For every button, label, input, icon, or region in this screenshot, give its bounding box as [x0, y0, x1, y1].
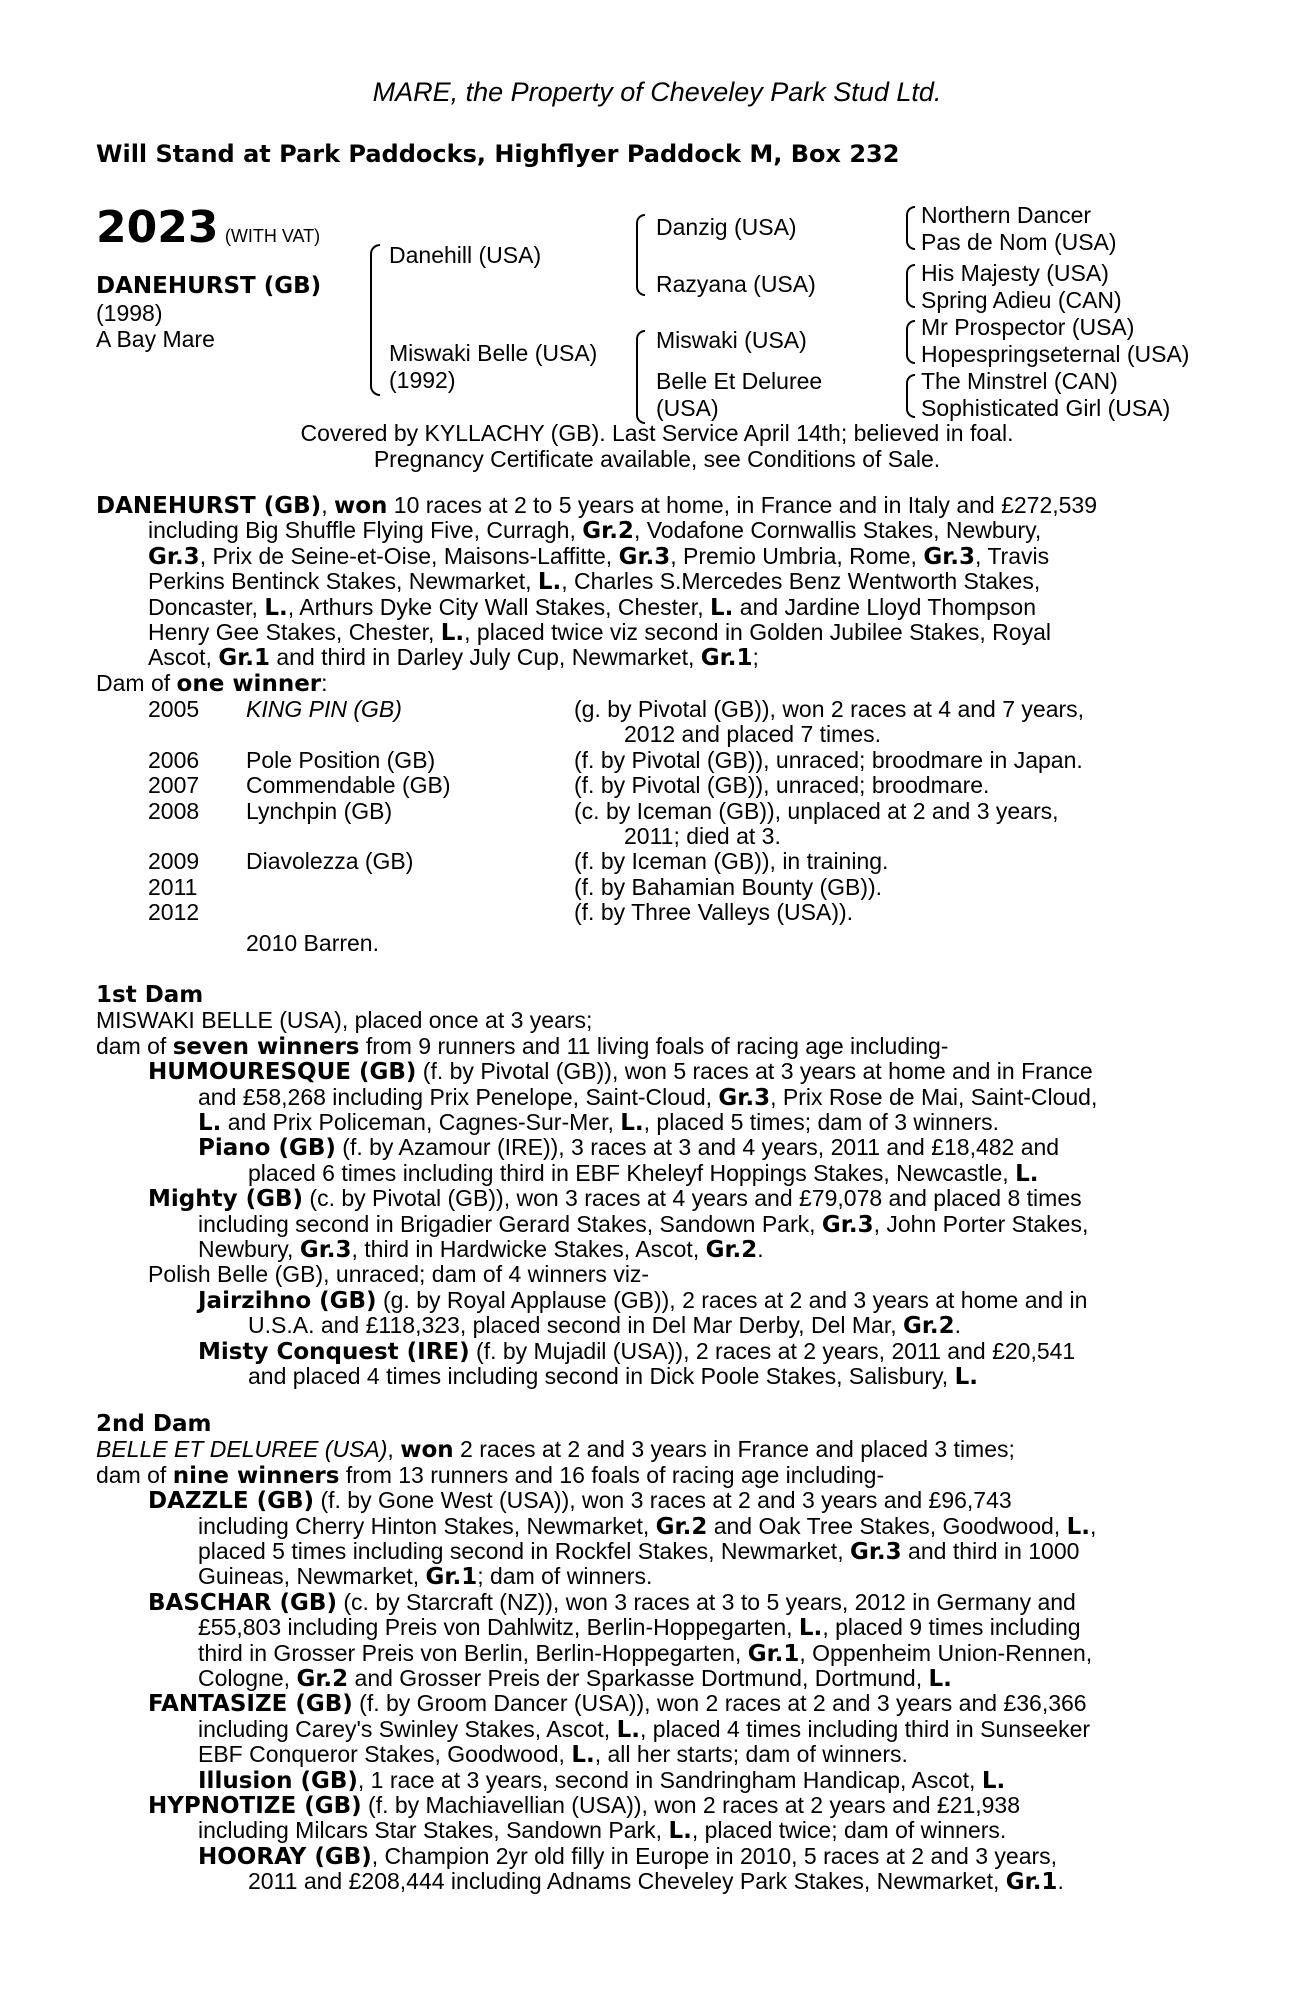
produce-entry-cont: including Carey's Swinley Stakes, Ascot, L., placed 4 times including third in Sunseeker	[198, 1715, 1091, 1743]
dam-summary-line: dam of nine winners from 13 runners and 16 foals of racing age including-	[96, 1461, 885, 1489]
produce-entry-cont: placed 5 times including second in Rockfel Stakes, Newmarket, Gr.3 and third in 1000	[198, 1538, 1080, 1565]
pedigree-sire: Danehill (USA)	[389, 242, 542, 268]
produce-entry-cont: third in Grosser Preis von Berlin, Berlin-Hoppegarten, Gr.1, Oppenheim Union-Rennen,	[198, 1639, 1093, 1667]
sale-year: 2023	[96, 202, 219, 253]
pedigree-ddd: Sophisticated Girl (USA)	[921, 395, 1171, 421]
dam-of-summary: Dam of one winner:	[96, 669, 328, 697]
produce-name: Commendable (GB)	[246, 772, 451, 799]
pedigree-sss: Northern Dancer	[921, 202, 1092, 228]
produce-entry: HOORAY (GB), Champion 2yr old filly in Europe in 2010, 5 races at 2 and 3 years,	[198, 1842, 1058, 1870]
produce-detail: (f. by Pivotal (GB)), unraced; broodmare in Japan.	[574, 746, 1083, 773]
racing-line: DANEHURST (GB), won 10 races at 2 to 5 years at home, in France and in Italy and £272,539	[96, 492, 1098, 519]
dam-summary-line: BELLE ET DELUREE (USA), won 2 races at 2 and 3 years in France and placed 3 times;	[96, 1436, 1015, 1464]
pedigree-brace-ds	[906, 320, 915, 364]
pedigree-dsd: Hopespringseternal (USA)	[921, 341, 1190, 367]
produce-entry: Polish Belle (GB), unraced; dam of 4 winners viz-	[148, 1261, 650, 1288]
produce-detail: (c. by Iceman (GB)), unplaced at 2 and 3 years,	[574, 797, 1059, 824]
section-heading: 1st Dam	[96, 982, 204, 1008]
produce-entry-cont: and placed 4 times including second in Dick Poole Stakes, Salisbury, L.	[248, 1363, 978, 1390]
dam-summary-line: MISWAKI BELLE (USA), placed once at 3 years;	[96, 1007, 593, 1034]
pedigree-brace-ss	[906, 206, 915, 250]
produce-year: 2012	[148, 899, 200, 926]
produce-entry: Piano (GB) (f. by Azamour (IRE)), 3 races at 3 and 4 years, 2011 and £18,482 and	[198, 1134, 1060, 1162]
horse-born: (1998)	[96, 300, 163, 326]
produce-entry-cont: Newbury, Gr.3, third in Hardwicke Stakes, Ascot, Gr.2.	[198, 1236, 764, 1263]
produce-detail: (f. by Bahamian Bounty (GB)).	[574, 873, 883, 900]
produce-entry: DAZZLE (GB) (f. by Gone West (USA)), won 3 races at 2 and 3 years and £96,743	[148, 1487, 1012, 1515]
produce-entry-cont: Cologne, Gr.2 and Grosser Preis der Sparkasse Dortmund, Dortmund, L.	[198, 1665, 952, 1692]
horse-name: DANEHURST (GB)	[96, 273, 322, 299]
pedigree-dam-dam: Belle Et Deluree	[656, 368, 823, 394]
produce-year: 2011	[148, 873, 198, 900]
produce-detail: (f. by Three Valleys (USA)).	[574, 899, 854, 926]
produce-entry-cont: including second in Brigadier Gerard Stakes, Sandown Park, Gr.3, John Porter Stakes,	[198, 1210, 1089, 1238]
produce-detail-cont: 2011; died at 3.	[624, 823, 781, 849]
produce-name: Lynchpin (GB)	[246, 797, 393, 824]
produce-entry-cont: and £58,268 including Prix Penelope, Saint-Cloud, Gr.3, Prix Rose de Mai, Saint-Cloud,	[198, 1083, 1098, 1111]
produce-year: 2005	[148, 696, 200, 722]
pedigree-brace-dam	[636, 330, 645, 424]
produce-entry-cont: £55,803 including Preis von Dahlwitz, Berlin-Hoppegarten, L., placed 9 times including	[198, 1614, 1081, 1642]
cover-line-1: Covered by KYLLACHY (GB). Last Service April 14th; believed in foal.	[300, 420, 1014, 446]
produce-entry: HYPNOTIZE (GB) (f. by Machiavellian (USA)), won 2 races at 2 years and £21,938	[148, 1792, 1021, 1819]
produce-name: Diavolezza (GB)	[246, 848, 414, 875]
pedigree-dam-sire: Miswaki (USA)	[656, 327, 807, 353]
pedigree-dam-dam-country: (USA)	[656, 395, 719, 421]
section-heading: 2nd Dam	[96, 1411, 212, 1437]
racing-line: Doncaster, L., Arthurs Dyke City Wall Stakes, Chester, L. and Jardine Lloyd Thompson	[148, 593, 1036, 621]
dam-summary-line: dam of seven winners from 9 runners and 11 living foals of racing age including-	[96, 1032, 949, 1060]
pedigree-sire-dam: Razyana (USA)	[656, 271, 816, 297]
page-title: MARE, the Property of Cheveley Park Stud Ltd.	[372, 77, 942, 107]
produce-entry: Illusion (GB), 1 race at 3 years, second in Sandringham Handicap, Ascot, L.	[198, 1766, 1006, 1794]
stand-location: Will Stand at Park Paddocks, Highflyer Paddock M, Box 232	[96, 140, 900, 168]
racing-line: Gr.3, Prix de Seine-et-Oise, Maisons-Laffitte, Gr.3, Premio Umbria, Rome, Gr.3, Travis	[148, 542, 1050, 570]
produce-entry-cont: including Milcars Star Stakes, Sandown Park, L., placed twice; dam of winners.	[198, 1817, 1007, 1845]
pedigree-brace-gen1	[370, 244, 380, 396]
racing-line: including Big Shuffle Flying Five, Curragh, Gr.2, Vodafone Cornwallis Stakes, Newbury,	[148, 517, 1042, 545]
racing-line: Ascot, Gr.1 and third in Darley July Cup, Newmarket, Gr.1;	[148, 644, 759, 672]
produce-year: 2009	[148, 848, 200, 875]
produce-entry: FANTASIZE (GB) (f. by Groom Dancer (USA)), won 2 races at 2 and 3 years and £36,366	[148, 1690, 1087, 1718]
produce-entry: BASCHAR (GB) (c. by Starcraft (NZ)), won 3 races at 3 to 5 years, 2012 in Germany and	[148, 1588, 1076, 1616]
pedigree-sdd: Spring Adieu (CAN)	[921, 287, 1122, 313]
pedigree-dds: The Minstrel (CAN)	[921, 368, 1118, 394]
cover-line-2: Pregnancy Certificate available, see Conditions of Sale.	[373, 446, 941, 472]
produce-name: Pole Position (GB)	[246, 746, 436, 773]
produce-year: 2006	[148, 746, 200, 773]
pedigree-brace-sd	[906, 264, 915, 308]
produce-entry: Mighty (GB) (c. by Pivotal (GB)), won 3 races at 4 years and £79,078 and placed 8 times	[148, 1185, 1082, 1213]
produce-name: KING PIN (GB)	[246, 696, 402, 722]
barren-note: 2010 Barren.	[246, 930, 379, 956]
produce-detail: (f. by Pivotal (GB)), unraced; broodmare.	[574, 772, 990, 799]
pedigree-brace-dd	[906, 374, 915, 418]
vat-label: (WITH VAT)	[224, 226, 321, 246]
produce-year: 2007	[148, 772, 200, 799]
racing-line: Perkins Bentinck Stakes, Newmarket, L., Charles S.Mercedes Benz Wentworth Stakes,	[148, 568, 1041, 596]
racing-line: Henry Gee Stakes, Chester, L., placed twice viz second in Golden Jubilee Stakes, Royal	[148, 619, 1051, 646]
produce-entry-cont: placed 6 times including third in EBF Kheleyf Hoppings Stakes, Newcastle, L.	[248, 1159, 1039, 1187]
produce-entry: Misty Conquest (IRE) (f. by Mujadil (USA)), 2 races at 2 years, 2011 and £20,541	[198, 1337, 1076, 1365]
pedigree-dss: Mr Prospector (USA)	[921, 314, 1135, 340]
produce-entry-cont: Guineas, Newmarket, Gr.1; dam of winners.	[198, 1563, 653, 1591]
produce-entry-cont: 2011 and £208,444 including Adnams Cheveley Park Stakes, Newmarket, Gr.1.	[248, 1868, 1064, 1896]
produce-year: 2008	[148, 797, 200, 824]
produce-entry-cont: U.S.A. and £118,323, placed second in Del Mar Derby, Del Mar, Gr.2.	[248, 1312, 962, 1340]
horse-description: A Bay Mare	[96, 326, 215, 352]
produce-entry-cont: L. and Prix Policeman, Cagnes-Sur-Mer, L., placed 5 times; dam of 3 winners.	[198, 1109, 1000, 1136]
pedigree-sds: His Majesty (USA)	[921, 260, 1109, 286]
produce-detail: (f. by Iceman (GB)), in training.	[574, 848, 889, 875]
pedigree-dam: Miswaki Belle (USA)	[389, 340, 598, 366]
pedigree-brace-sire	[636, 214, 645, 296]
produce-entry-cont: EBF Conqueror Stakes, Goodwood, L., all her starts; dam of winners.	[198, 1741, 908, 1769]
produce-detail-cont: 2012 and placed 7 times.	[624, 721, 882, 748]
pedigree-ssd: Pas de Nom (USA)	[921, 229, 1117, 255]
lot-info	[96, 202, 321, 253]
produce-entry-cont: including Cherry Hinton Stakes, Newmarket, Gr.2 and Oak Tree Stakes, Goodwood, L.,	[198, 1512, 1097, 1540]
produce-entry: HUMOURESQUE (GB) (f. by Pivotal (GB)), won 5 races at 3 years at home and in France	[148, 1058, 1093, 1086]
pedigree-dam-year: (1992)	[389, 367, 456, 393]
produce-entry: Jairzihno (GB) (g. by Royal Applause (GB)), 2 races at 2 and 3 years at home and in	[198, 1286, 1088, 1314]
produce-detail: (g. by Pivotal (GB)), won 2 races at 4 and 7 years,	[574, 696, 1085, 722]
pedigree-sire-sire: Danzig (USA)	[656, 214, 797, 240]
